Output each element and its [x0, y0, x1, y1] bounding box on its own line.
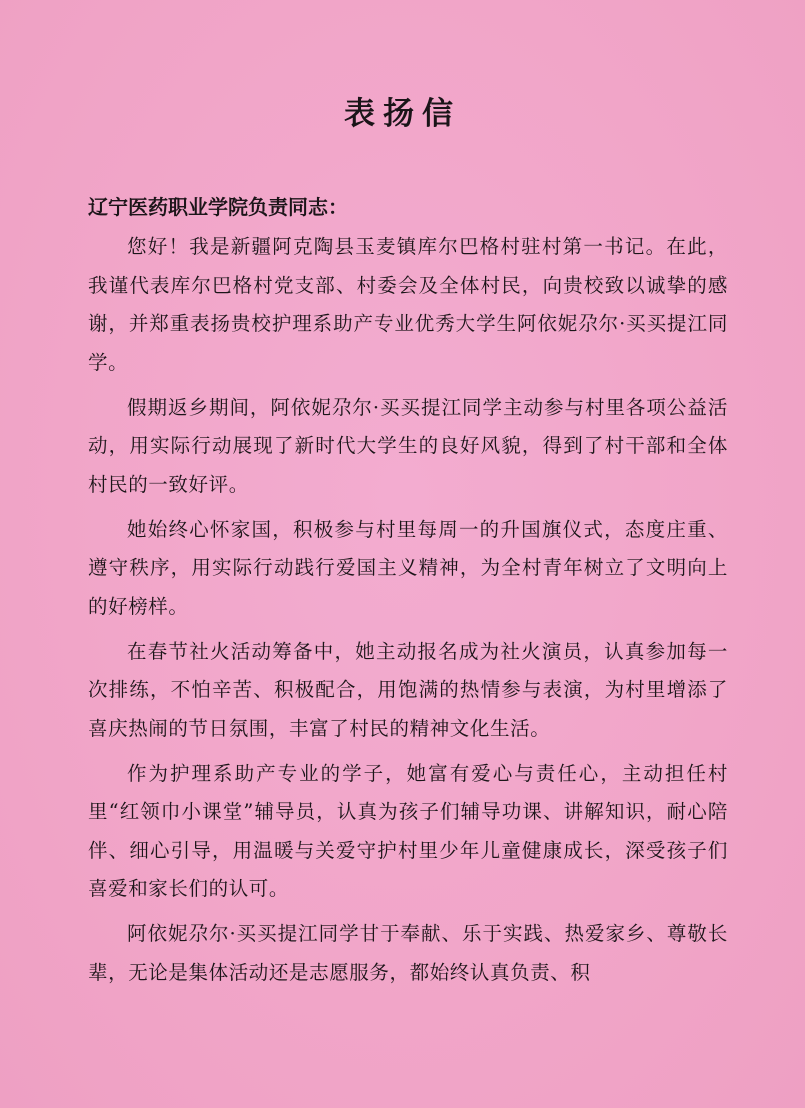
paragraph-summary: 阿依妮尕尔·买买提江同学甘于奉献、乐于实践、热爱家乡、尊敬长辈，无论是集体活动还是志愿服务，都始终认真负责、积	[88, 922, 728, 984]
salutation: 辽宁医药职业学院负责同志：	[88, 195, 348, 219]
letter-title: 表扬信	[344, 96, 461, 132]
letter-body	[88, 188, 728, 999]
paragraph-tutoring: 作为护理系助产专业的学子，她富有爱心与责任心，主动担任村里“红领巾小课堂”辅导员，认真为孩子们辅导功课、讲解知识，耐心陪伴、细心引导，用温暖与关爱守护村里少年儿童健康成长，深受孩子们喜爱和家长们的认可。	[88, 761, 728, 900]
paragraph-vacation: 假期返乡期间，阿依妮尕尔·买买提江同学主动参与村里各项公益活动，用实际行动展现了新时代大学生的良好风貌，得到了村干部和全体村民的一致好评。	[88, 395, 728, 496]
paragraph-greeting: 您好！我是新疆阿克陶县玉麦镇库尔巴格村驻村第一书记。在此，我谨代表库尔巴格村党支部、村委会及全体村民，向贵校致以诚挚的感谢，并郑重表扬贵校护理系助产专业优秀大学生阿依妮尕尔·买买提江同学。	[88, 235, 728, 374]
paragraph-flag-ceremony: 她始终心怀家国，积极参与村里每周一的升国旗仪式，态度庄重、遵守秩序，用实际行动践行爱国主义精神，为全村青年树立了文明向上的好榜样。	[88, 517, 728, 618]
paragraph-spring-festival: 在春节社火活动筹备中，她主动报名成为社火演员，认真参加每一次排练，不怕辛苦、积极配合，用饱满的热情参与表演，为村里增添了喜庆热闹的节日氛围，丰富了村民的精神文化生活。	[88, 639, 728, 740]
